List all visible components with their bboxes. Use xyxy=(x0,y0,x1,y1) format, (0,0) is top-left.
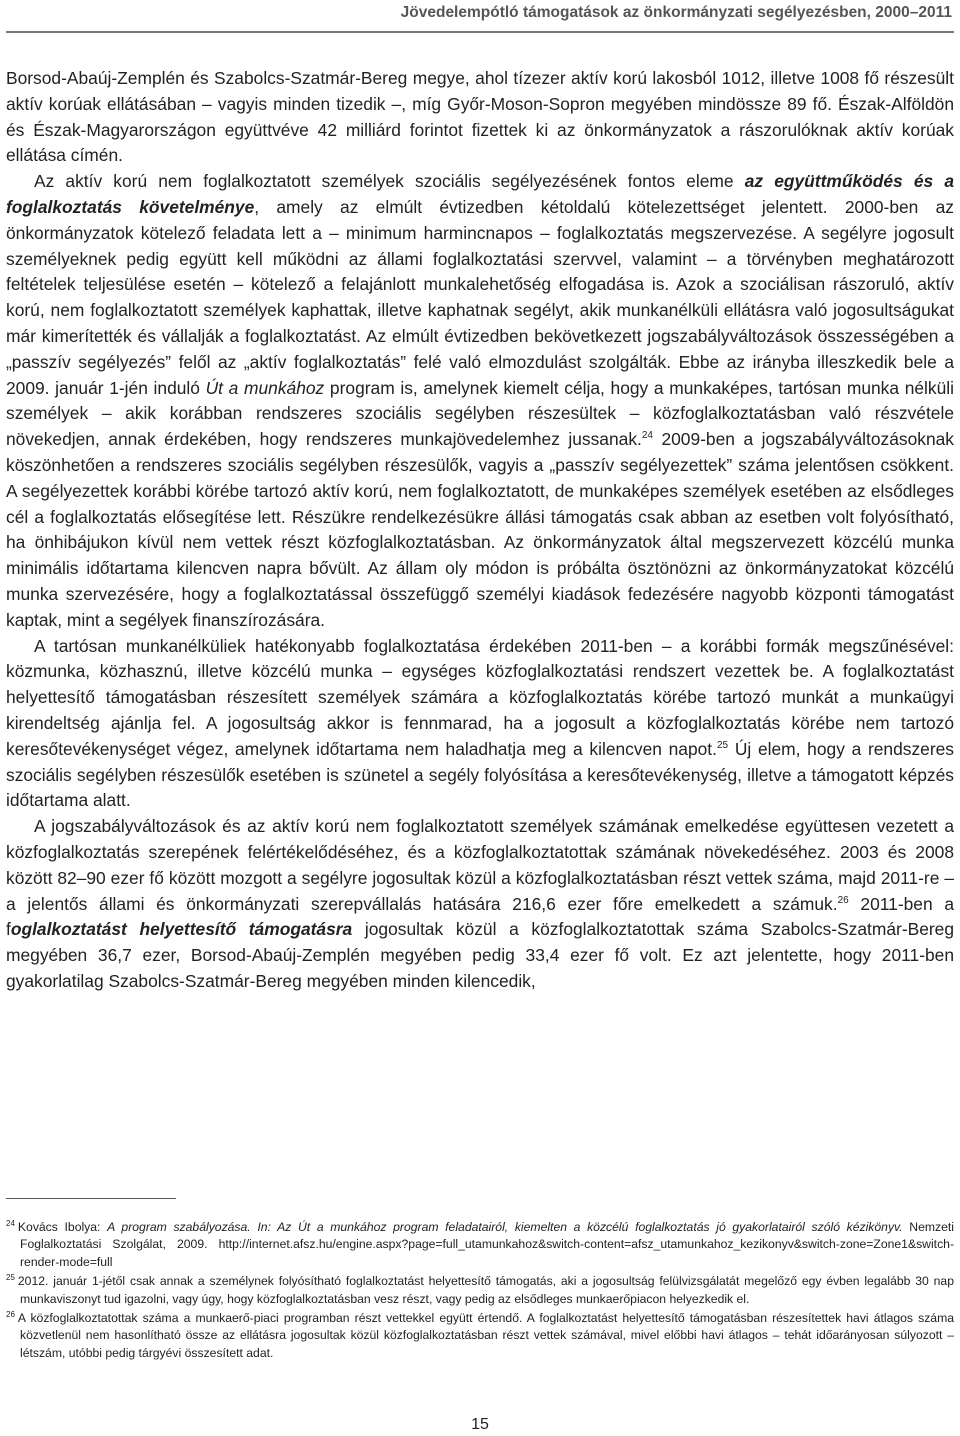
footnote-number: 25 xyxy=(6,1273,15,1283)
paragraph-2-text-b: , amely az elmúlt évtizedben kétoldalú kötelezettséget jelentett. 2000-ben az önkormányzatok kötelező feladata lett a – minimum harmincnapos – foglalkoztatás megszervezése. A segélyre jogosult személyeknek pedig együtt kell működni az állami foglalkoztatási szervvel, valamint – a törvényben meghatározott feltételek teljesülése esetén – kötelező a felajánlott munkalehetőség elfogadása is. Azok a szociálisan rászoruló, aktív korú, nem foglalkoztatott személyek kaphattak, illetve kaphatnak segélyt, akik munkanélküli ellátásra való jogosultságukat már kimerítették és vállalják a foglalkoztatást. Az elmúlt évtizedben bekövetkezett jogszabályváltozások összességében a „passzív segélyezés” felől az „aktív foglalkoztatás” felé való elmozdulást szolgálták. Ebbe az irányba illeszkedik bele a 2009. január 1-jén induló xyxy=(6,196,954,398)
footnote-text: 2012. január 1-jétől csak annak a személynek folyósítható foglalkoztatást helyettesítő támogatás, aki a jogosultság felülvizsgálatát megelőző egy évben legalább 30 nap munkaviszonyt tud igazolni, vagy úgy, hogy közfoglalkoztatásban vesz részt, vagy pedig az elsődleges munkaerőpiacon helyezkedik el. xyxy=(17,1274,954,1306)
footnote-number: 26 xyxy=(6,1310,15,1320)
footnote-title: A program szabályozása. In: Az Út a munkához program feladatairól, kiemelten a közcélú foglalkoztatás jó gyakorlatairól szóló kézikönyv. xyxy=(107,1220,903,1234)
footnote-ref-26[interactable]: 26 xyxy=(837,894,849,906)
paragraph-4-text-c: jogosultak közül a közfoglalkoztatottak száma Szabolcs-Szatmár-Bereg megyében 36,7 ezer, Borsod-Abaúj-Zemplén megyében pedig 33,4 ezer fő volt. Ez azt jelentette, hogy 2011-ben gyakorlatilag Szabolcs-Szatmár-Bereg megyében minden kilencedik, xyxy=(6,919,955,991)
header-rule xyxy=(6,31,954,33)
footnote-25 xyxy=(6,1273,954,1308)
footnote-rule xyxy=(6,1198,176,1199)
footnote-ref-24[interactable]: 24 xyxy=(641,430,653,442)
paragraph-4-text-a: A jogszabályváltozások és az aktív korú nem foglalkoztatott személyek számának emelkedése együttesen vezetett a közfoglalkoztatás szerepének felértékelődéséhez, és a közfoglalkoztatottak számának növekedéséhez. 2003 és 2008 között 82–90 ezer fő között mozgott a segélyre jogosultak közül a közfoglalkoztatásban részt vettek száma, majd 2011-re – a jelentős állami és önkormányzati szerepvállalás hatására 216,6 ezer főre emelkedett a számuk. xyxy=(6,816,954,914)
paragraph-4-text-b: 2011-ben a f xyxy=(6,893,954,940)
page-number: 15 xyxy=(471,1416,489,1433)
footnotes xyxy=(6,1219,954,1364)
footnote-ref-25[interactable]: 25 xyxy=(716,739,729,751)
paragraph-4 xyxy=(6,814,954,995)
paragraph-2 xyxy=(6,169,954,633)
paragraph-3-text-a: A tartósan munkanélküliek hatékonyabb foglalkoztatása érdekében 2011-ben – a korábbi formák megszűnésével: közmunka, közhasznú, illetve közcélú munka – egységes közfoglalkoztatási rendszert vezettek be. A foglalkoztatást helyettesítő támogatásban részesített személyek számára a közfoglalkoztatás körébe tartozó munkát a munkaügyi kirendeltség ajánlja fel. A jogosultság akkor is fennmarad, ha a jogosult a közfoglalkoztatás körébe nem tartozó keresőtevékenységet végez, amelynek időtartama nem haladhatja meg a kilencven napot. xyxy=(6,635,954,759)
program-title: Út a munkához xyxy=(205,377,325,398)
footnote-text: A közfoglalkoztatottak száma a munkaerő-piaci programban részt vettekkel együtt értendő. A foglalkoztatást helyettesítő támogatásban részesítettek havi átlagos száma közvetlenül nem hasonlítható össze az ellátásra jogosultak közül közfoglalkoztatásban részt vettek számával, mivel előbbi havi átlagos – tehát időarányosan súlyozott – létszám, utóbbi pedig tárgyévi összesített adat. xyxy=(17,1311,954,1360)
footnote-26 xyxy=(6,1310,954,1362)
footnote-number: 24 xyxy=(6,1219,15,1228)
running-header: Jövedelempótló támogatások az önkormányzati segélyezésben, 2000–2011 xyxy=(400,4,952,21)
paragraph-2-text-a: Az aktív korú nem foglalkoztatott személyek szociális segélyezésének fontos eleme xyxy=(34,171,745,192)
main-text xyxy=(6,66,954,995)
paragraph-2-emphasis: az együttműködés és a foglalkoztatás követelménye xyxy=(6,171,955,217)
footnote-text: Kovács Ibolya: xyxy=(17,1220,108,1234)
paragraph-1: Borsod-Abaúj-Zemplén és Szabolcs-Szatmár-Bereg megye, ahol tízezer aktív korú lakosból 1012, illetve 1008 fő részesült aktív korúak ellátásában – vagyis minden tizedik –, míg Győr-Moson-Sopron megyében mindössze 89 fő. Észak-Alföldön és Észak-Magyarországon együttvéve 42 milliárd forintot fizettek ki az önkormányzatok a rászorulóknak aktív korúak ellátása címén. xyxy=(6,68,954,166)
footnote-link[interactable]: Nemzeti Foglalkoztatási Szolgálat, 2009. http://internet.afsz.hu/engine.aspx?page=full_utamunkahoz&switch-content=afsz_utamunkahoz_kezikonyv&switch-zone=Zone1&switch-render-mode=full xyxy=(20,1220,954,1269)
paragraph-2-text-d: 2009-ben a jogszabályváltozásoknak köszönhetően a rendszeres szociális segélyben részesülők, vagyis a „passzív segélyezettek” száma jelentősen csökkent. A segélyezettek korábbi körébe tartozó aktív korú, nem foglalkoztatott, de munkaképes személyek esetében az elsődleges cél a foglalkoztatás elősegítése lett. Részükre rendelkezésükre állási támogatás csak abban az esetben volt folyósítható, ha önhibájukon kívül nem vettek részt közfoglalkoztatásban. Az önkormányzatok által megszervezett közcélú munka minimális időtartama kilencven napra bővült. Az állam oly módon is próbálta ösztönözni az önkormányzatokat közcélú munka szervezésére, hogy a foglalkoztatással összefüggő személyi kiadások fedezésére nagyobb központi támogatást kaptak, mint a segélyek finanszírozására. xyxy=(6,429,954,630)
footnote-24 xyxy=(6,1219,954,1271)
paragraph-4-emphasis: oglalkoztatást helyettesítő támogatásra xyxy=(10,919,353,940)
paragraph-2-text-c: program is, amelynek kiemelt célja, hogy a munkaképes, tartósan munka nélküli személyek – akik korábban rendszeres szociális segélyben részesültek – közfoglalkoztatásban való részvétele növekedjen, annak érdekében, hogy rendszeres munkajövedelemhez jussanak. xyxy=(6,377,955,450)
paragraph-3 xyxy=(6,634,954,815)
paragraph-3-text-b: Új elem, hogy a rendszeres szociális segélyben részesülők esetében is szünetel a segély folyósítása a keresőtevékenység, illetve a támogatott képzés időtartama alatt. xyxy=(6,738,954,811)
